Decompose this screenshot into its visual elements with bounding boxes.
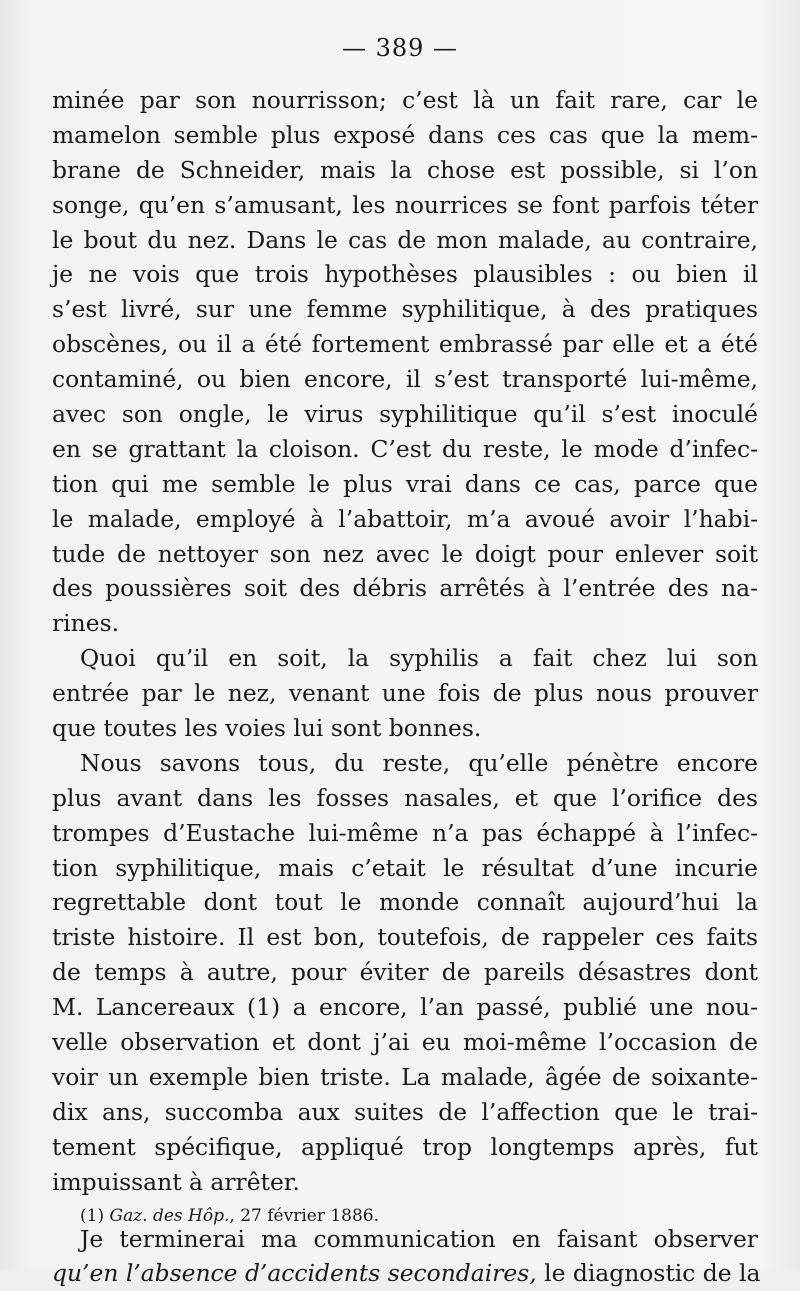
paragraph: [52, 83, 758, 641]
text-line: minée par son nourrisson; c’est là un fait rare, car le: [52, 83, 758, 118]
text-line: voir un exemple bien triste. La malade, âgée de soixante-: [52, 1060, 758, 1095]
text-line: en se grattant la cloison. C’est du reste, le mode d’infec-: [52, 432, 758, 467]
text-line: de temps à autre, pour éviter de pareils désastres dont: [52, 955, 758, 990]
text-line: s’est livré, sur une femme syphilitique, à des pratiques: [52, 292, 758, 327]
text-line: contaminé, ou bien encore, il s’est transporté lui-même,: [52, 362, 758, 397]
text-line: tement spécifique, appliqué trop longtemps après, fut: [52, 1130, 758, 1165]
footnote-marker: (1): [80, 1206, 109, 1226]
text-line: tion qui me semble le plus vrai dans ce cas, parce que: [52, 467, 758, 502]
italic-phrase: qu’en l’absence d’accidents secondaires,: [52, 1259, 537, 1287]
text-line: tion syphilitique, mais c’etait le résultat d’une incurie: [52, 851, 758, 886]
text-line: avec son ongle, le virus syphilitique qu’il s’est inoculé: [52, 397, 758, 432]
text-line: tude de nettoyer son nez avec le doigt pour enlever soit: [52, 537, 758, 572]
footnote-source: Gaz. des Hôp.: [109, 1206, 229, 1226]
text-line: Nous savons tous, du reste, qu’elle pénètre encore: [52, 746, 758, 781]
text-line: obscènes, ou il a été fortement embrassé par elle et a été: [52, 327, 758, 362]
text-line: plus avant dans les fosses nasales, et que l’orifice des: [52, 781, 758, 816]
text-line: je ne vois que trois hypothèses plausibles : ou bien il: [52, 257, 758, 292]
text-line: [52, 1256, 758, 1291]
text-line: que toutes les voies lui sont bonnes.: [52, 711, 758, 746]
body-text: [52, 83, 758, 1291]
text-fragment: le diagnostic de la: [537, 1259, 761, 1287]
text-line: velle observation et dont j’ai eu moi-même l’occasion de: [52, 1025, 758, 1060]
footnote-date: , 27 février 1886.: [229, 1206, 379, 1226]
text-line: regrettable dont tout le monde connaît aujourd’hui la: [52, 885, 758, 920]
text-line: songe, qu’en s’amusant, les nourrices se font parfois téter: [52, 188, 758, 223]
text-line: le bout du nez. Dans le cas de mon malade, au contraire,: [52, 223, 758, 258]
text-line: trompes d’Eustache lui-même n’a pas échappé à l’infec-: [52, 816, 758, 851]
text-line: Quoi qu’il en soit, la syphilis a fait chez lui son: [52, 641, 758, 676]
text-line: M. Lancereaux (1) a encore, l’an passé, publié une nou-: [52, 990, 758, 1025]
paragraph: [52, 641, 758, 746]
text-line: impuissant à arrêter.: [52, 1165, 758, 1200]
text-line: des poussières soit des débris arrêtés à l’entrée des na-: [52, 571, 758, 606]
footnote: [80, 1206, 379, 1226]
text-line: Je terminerai ma communication en faisant observer: [52, 1222, 758, 1257]
text-line: entrée par le nez, venant une fois de plus nous prouver: [52, 676, 758, 711]
text-line: dix ans, succomba aux suites de l’affection que le trai-: [52, 1095, 758, 1130]
text-line: rines.: [52, 606, 758, 641]
text-line: brane de Schneider, mais la chose est possible, si l’on: [52, 153, 758, 188]
text-line: mamelon semble plus exposé dans ces cas que la mem-: [52, 118, 758, 153]
paragraph: [52, 746, 758, 1200]
paragraph: [52, 1222, 758, 1291]
text-line: triste histoire. Il est bon, toutefois, de rappeler ces faits: [52, 920, 758, 955]
text-line: le malade, employé à l’abattoir, m’a avoué avoir l’habi-: [52, 502, 758, 537]
page-number: — 389 —: [0, 34, 800, 62]
